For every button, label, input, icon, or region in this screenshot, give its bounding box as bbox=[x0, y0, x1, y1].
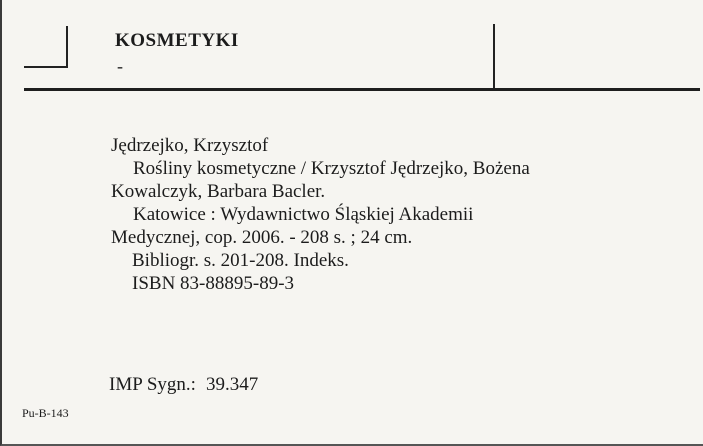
bibliographic-entry bbox=[111, 134, 671, 295]
call-number-label: IMP Sygn.: bbox=[109, 374, 196, 395]
title-line-1: Rośliny kosmetyczne / Krzysztof Jędrzejko, Bożena bbox=[133, 158, 530, 179]
isbn-line: ISBN 83-88895-89-3 bbox=[132, 273, 295, 294]
card-id: Pu-B-143 bbox=[22, 406, 69, 420]
call-number bbox=[109, 374, 258, 396]
imprint-line-1: Katowice : Wydawnictwo Śląskiej Akademii bbox=[133, 204, 474, 225]
author-line: Jędrzejko, Krzysztof bbox=[111, 135, 269, 156]
corner-mark-horizontal bbox=[24, 66, 68, 68]
imprint-line-2: Medycznej, cop. 2006. - 208 s. ; 24 cm. bbox=[111, 227, 413, 248]
heading-divider bbox=[493, 24, 495, 88]
call-number-value: 39.347 bbox=[205, 374, 259, 395]
notes-line: Bibliogr. s. 201-208. Indeks. bbox=[132, 250, 349, 271]
title-line-2: Kowalczyk, Barbara Bacler. bbox=[111, 181, 326, 202]
header-rule bbox=[24, 88, 700, 91]
subject-subdivision: - bbox=[117, 56, 123, 76]
corner-mark-vertical bbox=[66, 26, 68, 68]
subject-heading: KOSMETYKI bbox=[115, 30, 239, 51]
